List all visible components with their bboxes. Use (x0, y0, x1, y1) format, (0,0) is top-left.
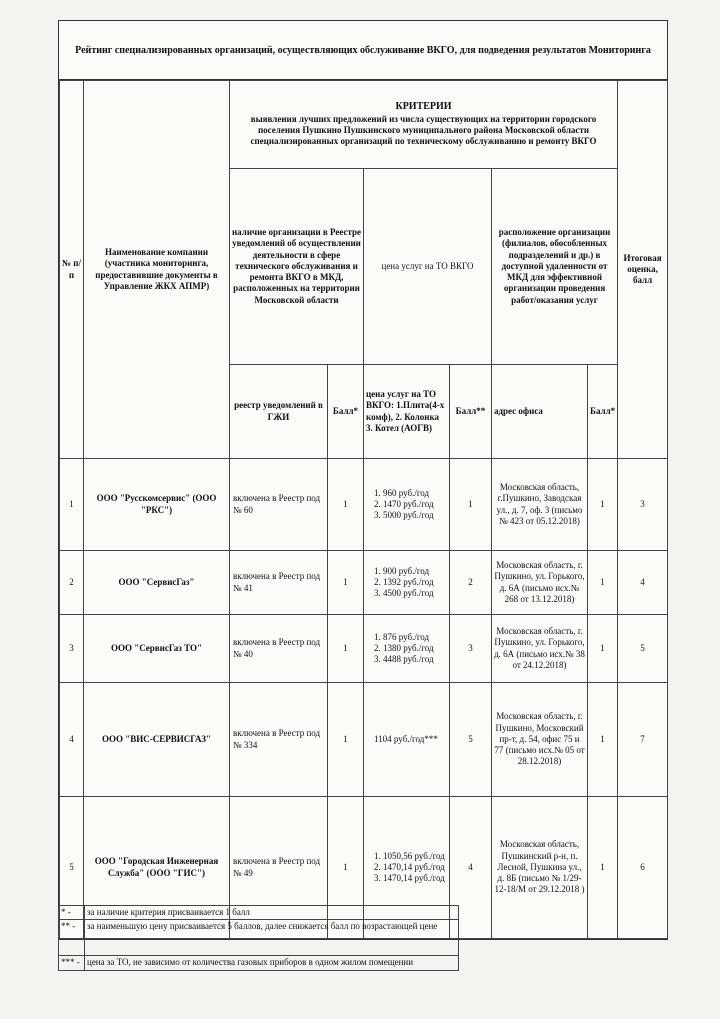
row-registry: включена в Реестр под № 334 (230, 683, 328, 797)
row-address: Московская область, Пушкинский р-н, п. Лесной, Пушкина ул., д. 8Б (письмо № 1/29-12-18/М от 29.12.2018 ) (492, 797, 588, 939)
row-score-location: 1 (588, 551, 618, 615)
row-company: ООО "СервисГаз ТО" (84, 615, 230, 683)
table-row (60, 551, 668, 615)
price-line: 3. 4500 руб./год (374, 588, 434, 599)
header-company: Наименование компании (участника мониторинга, предоставившие документы в Управление ЖКХ АПМР) (84, 81, 230, 459)
row-address: Московская область, г. Пушкино, ул. Горького, д. 6А (письмо исх.№ 268 от 13.12.2018) (492, 551, 588, 615)
price-line: 1. 876 руб./год (374, 631, 430, 642)
price-line: 2. 1470,14 руб./год (374, 861, 445, 872)
row-score-location: 1 (588, 459, 618, 551)
price-line: 2. 1392 руб./год (374, 576, 434, 587)
row-company: ООО "СервисГаз" (84, 551, 230, 615)
document-sheet (58, 20, 668, 940)
row-prices (364, 459, 450, 551)
row-prices (364, 683, 450, 797)
table-row (60, 683, 668, 797)
subheader-registry: реестр уведомлений в ГЖИ (230, 365, 328, 459)
row-total: 5 (618, 615, 668, 683)
footnote-text: цена за ТО, не зависимо от количества газовых приборов в одном жилом помещении (85, 956, 459, 970)
table-row (60, 459, 668, 551)
price-line: 2. 1470 руб./год (374, 498, 434, 509)
footnotes (58, 905, 459, 971)
footnote-text: за наименьшую цену присваивается 5 баллов, далее снижается балл по возрастающей цене (85, 920, 459, 956)
row-score-location: 1 (588, 797, 618, 939)
row-prices (364, 615, 450, 683)
rating-table (59, 80, 668, 939)
footnote-mark: *** - (59, 956, 85, 970)
subheader-score1: Балл* (328, 365, 364, 459)
row-score-registry: 1 (328, 551, 364, 615)
subheader-price: цена услуг на ТО ВКГО: 1.Плита(4-х комф), 2. Колонка 3. Котел (АОГВ) (364, 365, 450, 459)
price-line: 1. 960 руб./год (374, 487, 430, 498)
footnote-row (59, 906, 459, 920)
criteria-text: выявления лучших предложений из числа существующих на территории городского поселения Пушкино Пушкинского муниципального района Московской области специализированных организаций по техническому обслуживанию и ремонту ВКГО (250, 113, 597, 147)
row-num: 5 (60, 797, 84, 939)
row-address: Московская область, г.Пушкино, Заводская ул., д. 7, оф. 3 (письмо № 423 от 05.12.2018) (492, 459, 588, 551)
row-num: 2 (60, 551, 84, 615)
row-score-price: 4 (450, 797, 492, 939)
row-address: Московская область, г. Пушкино, Московский пр-т, д. 54, офис 75 и 77 (письмо исх.№ 05 от 28.12.2018) (492, 683, 588, 797)
criteria-title: КРИТЕРИИ (395, 101, 452, 113)
document-title: Рейтинг специализированных организаций, осуществляющих обслуживание ВКГО, для подведения результатов Мониторинга (59, 21, 667, 80)
row-company: ООО "ВИС-СЕРВИСГАЗ" (84, 683, 230, 797)
row-registry: включена в Реестр под № 49 (230, 797, 328, 939)
row-total: 3 (618, 459, 668, 551)
row-score-price: 1 (450, 459, 492, 551)
row-score-registry: 1 (328, 683, 364, 797)
footnote-text: за наличие критерия присваивается 1 балл (85, 906, 459, 920)
row-num: 4 (60, 683, 84, 797)
price-line: 3. 4488 руб./год (374, 654, 434, 665)
row-company: ООО "Русскомсервис" (ООО "РКС") (84, 459, 230, 551)
row-registry: включена в Реестр под № 40 (230, 615, 328, 683)
header-num: № п/п (60, 81, 84, 459)
row-score-registry: 1 (328, 615, 364, 683)
price-line: 1104 руб./год*** (374, 733, 438, 744)
footnote-mark: * - (59, 906, 85, 920)
row-score-price: 2 (450, 551, 492, 615)
price-line: 2. 1380 руб./год (374, 642, 434, 653)
header-total: Итоговая оценка, балл (618, 81, 668, 459)
row-num: 3 (60, 615, 84, 683)
subheader-address: адрес офиса (492, 365, 588, 459)
footnote-row (59, 956, 459, 970)
row-score-price: 3 (450, 615, 492, 683)
subheader-score3: Балл* (588, 365, 618, 459)
row-prices (364, 551, 450, 615)
footnote-row (59, 920, 459, 956)
header-criterion-registry: наличие организации в Реестре уведомлений об осуществлении деятельности в сфере технического обслуживания и ремонта ВКГО в МКД, расположенных на территории Московской области (230, 169, 364, 365)
price-line: 3. 5000 руб./год (374, 510, 434, 521)
price-line: 1. 1050,56 руб./год (374, 850, 445, 861)
row-registry: включена в Реестр под № 60 (230, 459, 328, 551)
row-score-location: 1 (588, 615, 618, 683)
row-total: 4 (618, 551, 668, 615)
row-num: 1 (60, 459, 84, 551)
row-registry: включена в Реестр под № 41 (230, 551, 328, 615)
row-total: 7 (618, 683, 668, 797)
header-criterion-price: цена услуг на ТО ВКГО (364, 169, 492, 365)
row-score-price: 5 (450, 683, 492, 797)
price-line: 3. 1470,14 руб./год (374, 873, 445, 884)
row-address: Московская область, г. Пушкино, ул. Горького, д. 6А (письмо исх.№ 38 от 24.12.2018) (492, 615, 588, 683)
subheader-score2: Балл** (450, 365, 492, 459)
row-company: ООО "Городская Инженерная Служба" (ООО "ГИС") (84, 797, 230, 939)
price-line: 1. 900 руб./год (374, 565, 430, 576)
row-score-registry: 1 (328, 797, 364, 939)
table-row (60, 615, 668, 683)
row-total: 6 (618, 797, 668, 939)
footnote-mark: ** - (59, 920, 85, 956)
header-criterion-location: расположение организации (филиалов, обособленных подразделений и др.) в доступной удаленности от МКД для эффективной организации проведения работ/оказания услуг (492, 169, 618, 365)
header-criteria (230, 81, 618, 169)
row-score-registry: 1 (328, 459, 364, 551)
row-score-location: 1 (588, 683, 618, 797)
